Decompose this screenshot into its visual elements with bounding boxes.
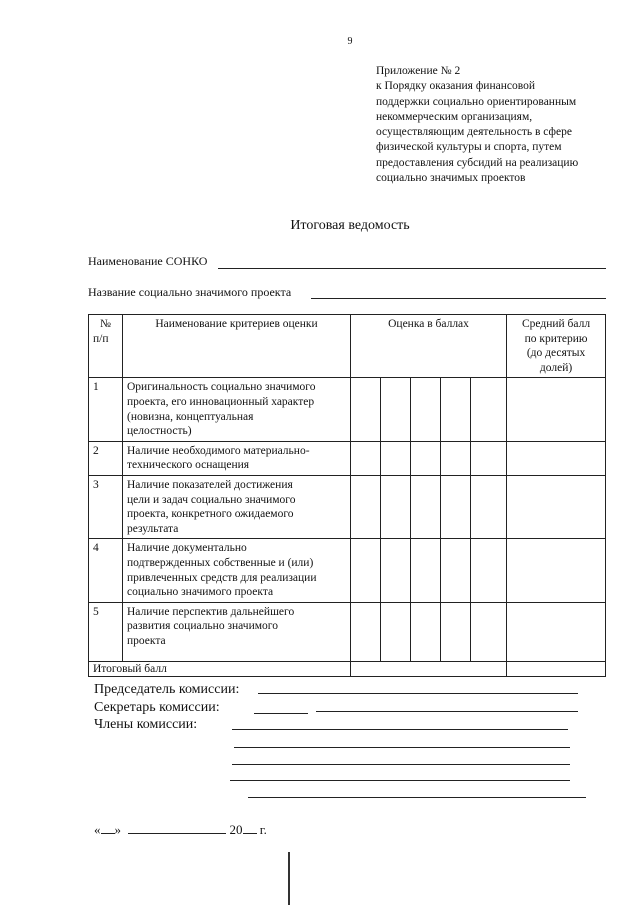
appendix-line: физической культуры и спорта, путем	[376, 141, 562, 154]
row-number: 5	[89, 602, 123, 661]
member-signature-line[interactable]	[230, 780, 570, 781]
score-cell[interactable]	[381, 441, 411, 475]
appendix-line: поддержки социально ориентированным	[376, 95, 577, 108]
score-cell[interactable]	[351, 602, 381, 661]
secretary-signature-line[interactable]	[316, 711, 578, 712]
average-cell[interactable]	[507, 378, 606, 441]
date-open-quote: «	[94, 822, 101, 837]
row-number: 4	[89, 539, 123, 602]
appendix-line: предоставления субсидий на реализацию	[376, 156, 579, 169]
score-cell[interactable]	[441, 475, 471, 538]
project-input-line[interactable]	[311, 298, 606, 299]
header-average: Средний балл по критерию (до десятых долей)	[507, 315, 606, 378]
score-cell[interactable]	[351, 539, 381, 602]
score-cell[interactable]	[411, 539, 441, 602]
average-cell[interactable]	[507, 539, 606, 602]
members-label: Члены комиссии:	[94, 717, 198, 732]
score-cell[interactable]	[441, 378, 471, 441]
table-header-row	[89, 315, 606, 378]
row-number: 3	[89, 475, 123, 538]
total-label: Итоговый балл	[89, 661, 351, 677]
total-row	[89, 661, 606, 677]
header-criterion: Наименование критериев оценки	[123, 315, 351, 378]
average-cell[interactable]	[507, 602, 606, 661]
chairman-signature-line[interactable]	[258, 693, 578, 694]
header-score: Оценка в баллах	[351, 315, 507, 378]
date-day-blank[interactable]	[101, 823, 115, 834]
score-cell[interactable]	[441, 602, 471, 661]
date-year-suffix: г.	[259, 822, 267, 837]
score-cell[interactable]	[411, 378, 441, 441]
total-score-cell[interactable]	[351, 661, 507, 677]
score-cell[interactable]	[471, 602, 507, 661]
date-row	[94, 822, 267, 838]
sonko-input-line[interactable]	[218, 268, 606, 269]
page-number: 9	[347, 36, 353, 47]
score-cell[interactable]	[381, 475, 411, 538]
appendix-line: осуществляющим деятельность в сфере	[376, 126, 572, 139]
member-signature-line[interactable]	[232, 764, 570, 765]
score-cell[interactable]	[411, 475, 441, 538]
appendix-line: некоммерческим организациям,	[376, 110, 533, 123]
row-number: 1	[89, 378, 123, 441]
score-cell[interactable]	[351, 441, 381, 475]
appendix-line: социально значимых проектов	[376, 172, 526, 185]
table-row	[89, 602, 606, 661]
scan-mark	[288, 852, 290, 905]
score-cell[interactable]	[471, 475, 507, 538]
table-row	[89, 539, 606, 602]
sonko-label: Наименование СОНКО	[88, 254, 208, 268]
score-cell[interactable]	[411, 602, 441, 661]
appendix-line: к Порядку оказания финансовой	[376, 80, 535, 93]
date-month-blank[interactable]	[128, 823, 226, 834]
score-cell[interactable]	[441, 539, 471, 602]
date-close-quote: »	[114, 822, 121, 837]
average-cell[interactable]	[507, 475, 606, 538]
score-cell[interactable]	[351, 378, 381, 441]
chairman-label: Председатель комиссии:	[94, 682, 240, 697]
appendix-line: Приложение № 2	[376, 65, 461, 77]
score-cell[interactable]	[381, 378, 411, 441]
score-cell[interactable]	[381, 602, 411, 661]
secretary-signature-line-short[interactable]	[254, 713, 308, 714]
score-cell[interactable]	[471, 539, 507, 602]
secretary-label: Секретарь комиссии:	[94, 700, 220, 715]
appendix-note	[376, 64, 626, 186]
date-year-prefix: 20	[229, 822, 243, 837]
project-label: Название социально значимого проекта	[88, 285, 292, 299]
date-year-blank[interactable]	[243, 823, 257, 834]
criterion-cell: Наличие показателей достижения цели и задач социально значимого проекта, конкретного ожидаемого результата	[123, 475, 351, 538]
average-cell[interactable]	[507, 441, 606, 475]
score-cell[interactable]	[351, 475, 381, 538]
document-title: Итоговая ведомость	[290, 218, 410, 233]
member-signature-line[interactable]	[234, 747, 570, 748]
member-signature-line[interactable]	[232, 729, 568, 730]
project-field	[88, 285, 291, 300]
row-number: 2	[89, 441, 123, 475]
score-cell[interactable]	[411, 441, 441, 475]
table-row	[89, 378, 606, 441]
criterion-cell: Оригинальность социально значимого проекта, его инновационный характер (новизна, концептуальная целостность)	[123, 378, 351, 441]
score-cell[interactable]	[441, 441, 471, 475]
table-row	[89, 441, 606, 475]
sonko-field	[88, 254, 207, 269]
table-row	[89, 475, 606, 538]
criterion-cell: Наличие документально подтвержденных собственные и (или) привлеченных средств для реализации социально значимого проекта	[123, 539, 351, 602]
evaluation-table	[88, 314, 606, 677]
total-average-cell[interactable]	[507, 661, 606, 677]
member-signature-line[interactable]	[248, 797, 586, 798]
header-num: № п/п	[89, 315, 123, 378]
score-cell[interactable]	[471, 378, 507, 441]
criterion-cell: Наличие необходимого материально- технического оснащения	[123, 441, 351, 475]
score-cell[interactable]	[381, 539, 411, 602]
criterion-cell: Наличие перспектив дальнейшего развития социально значимого проекта	[123, 602, 351, 661]
score-cell[interactable]	[471, 441, 507, 475]
